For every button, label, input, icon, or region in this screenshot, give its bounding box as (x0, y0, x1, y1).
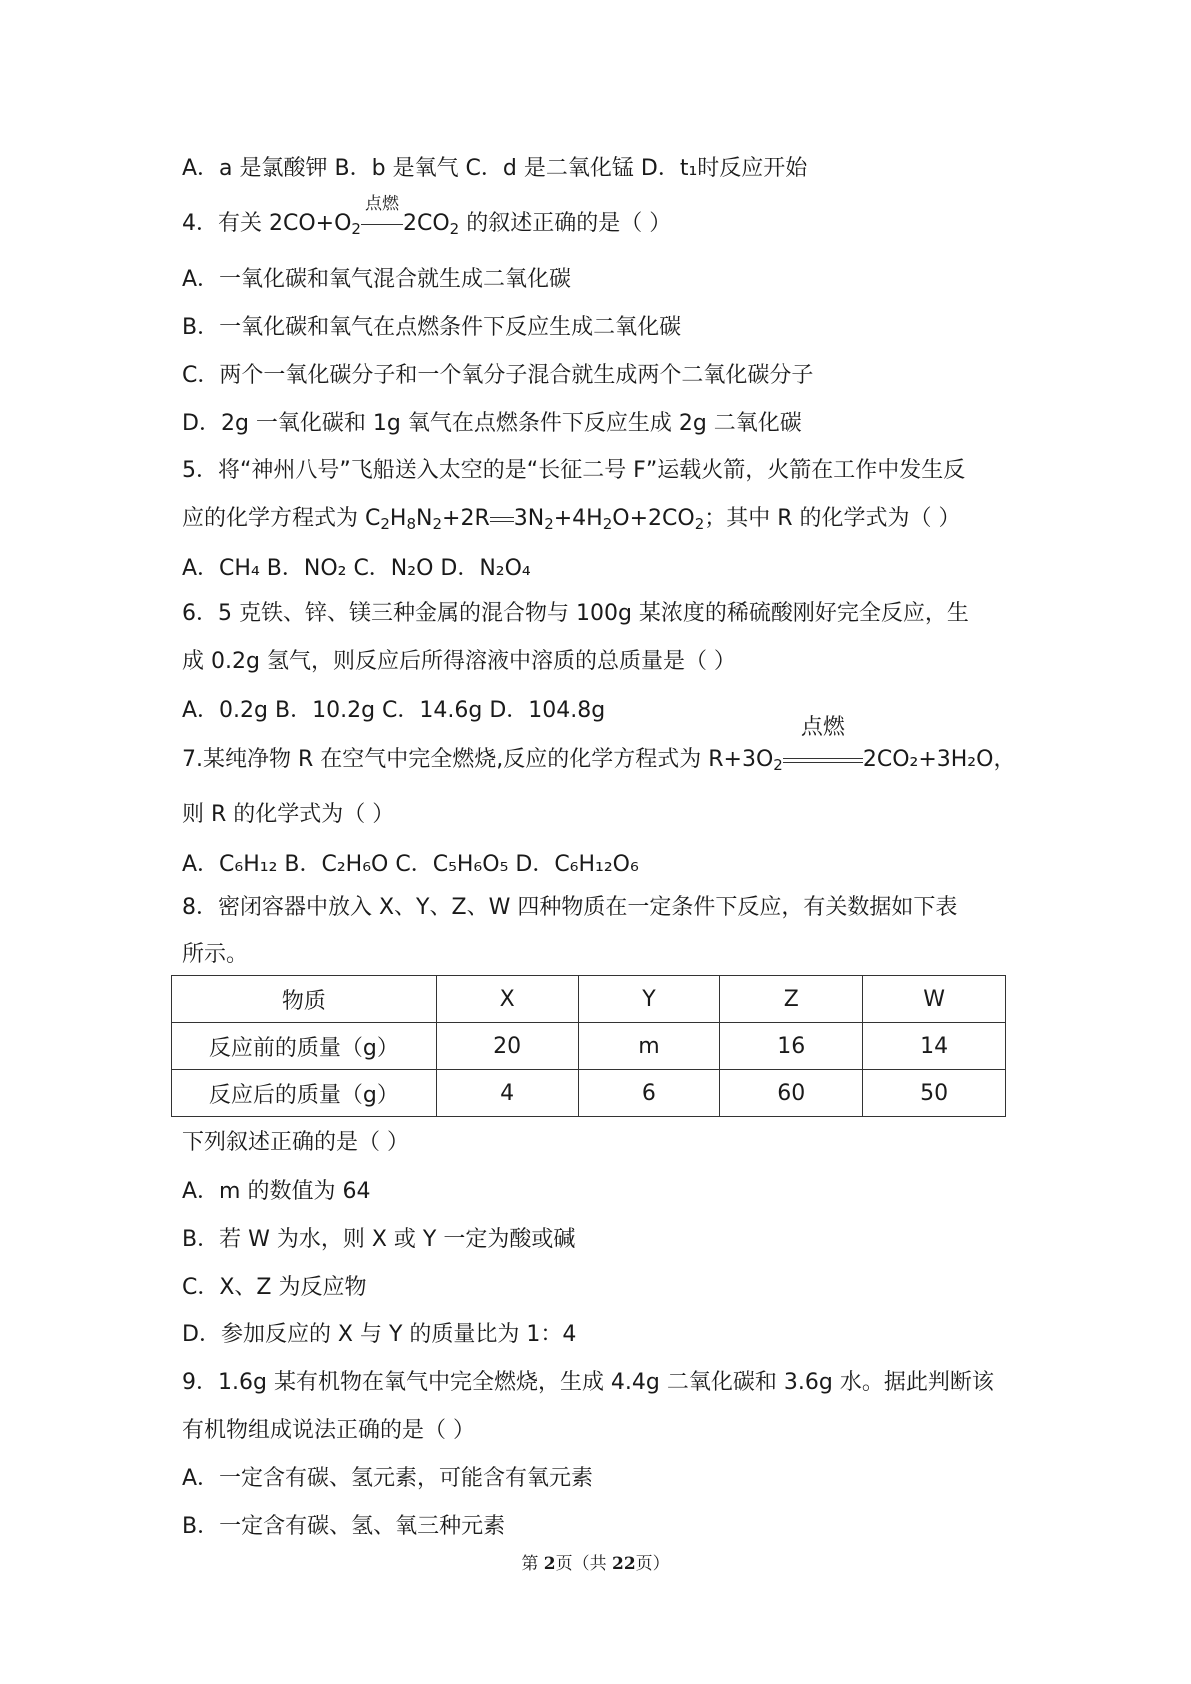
q4-stem-post: 的叙述正确的是（ ） (459, 211, 672, 236)
table-cell: 60 (720, 1070, 863, 1117)
table-cell: 14 (863, 1023, 1006, 1070)
q8-line1: 8．密闭容器中放入 X、Y、Z、W 四种物质在一定条件下反应，有关数据如下表 (182, 895, 958, 920)
q3-options: A．a 是氯酸钾 B．b 是氧气 C．d 是二氧化锰 D．t₁时反应开始 (182, 156, 808, 181)
q7-line1: 7.某纯净物 R 在空气中完全燃烧,反应的化学方程式为 $R+3O_2$ 点燃 2CO₂+3H₂O， (182, 715, 1016, 774)
q8-option-d: D．参加反应的 X 与 Y 的质量比为 1：4 (182, 1322, 577, 1347)
q4-co2-sub: 2 (449, 220, 460, 238)
table-cell: m (578, 1023, 720, 1070)
footer-page-number: 2 (543, 1554, 556, 1574)
table-cell: 反应前的质量（g） (172, 1023, 437, 1070)
q6-line1: 6．5 克铁、锌、镁三种金属的混合物与 100g 某浓度的稀硫酸刚好完全反应，生 (182, 601, 969, 626)
q4-condition-label: 点燃 (364, 194, 399, 214)
q9-option-b: B．一定含有碳、氢、氧三种元素 (182, 1514, 506, 1539)
q5-line2-pre: 应的化学方程式为 C (182, 506, 381, 531)
q8-option-c: C．X、Z 为反应物 (182, 1275, 367, 1300)
footer-mid: 页（共 (555, 1554, 612, 1574)
q9-option-a: A．一定含有碳、氢元素，可能含有氧元素 (182, 1466, 594, 1491)
table-row (172, 1023, 1006, 1070)
q9-line2: 有机物组成说法正确的是（ ） (182, 1418, 475, 1443)
table-cell: 6 (578, 1070, 720, 1117)
q5-line1: 5．将“神州八号”飞船送入太空的是“长征二号 F”运载火箭，火箭在工作中发生反 (182, 458, 966, 483)
q4-stem-pre: 4．有关 2CO+O (182, 211, 352, 236)
table-cell: Y (578, 976, 720, 1023)
q7-condition-arrow (783, 715, 863, 775)
q6-options: A．0.2g B．10.2g C．14.6g D．104.8g (182, 698, 606, 723)
q5-line2-rest: ；其中 R 的化学式为（ ） (704, 506, 961, 531)
q4-stem (182, 194, 672, 239)
q4-o2-sub: 2 (351, 220, 361, 238)
footer-pre: 第 (521, 1554, 544, 1574)
q7-line1-post: 2CO₂+3H₂O， (862, 747, 1016, 772)
table-cell: 16 (720, 1023, 863, 1070)
q4-option-c: C．两个一氧化碳分子和一个氧分子混合就生成两个二氧化碳分子 (182, 363, 814, 388)
q9-line1: 9．1.6g 某有机物在氧气中完全燃烧，生成 4.4g 二氧化碳和 3.6g 水。据此判断该 (182, 1370, 994, 1395)
table-cell: 反应后的质量（g） (172, 1070, 437, 1117)
table-header-row (172, 976, 1006, 1023)
table-cell: 4 (436, 1070, 578, 1117)
table-cell: Z (720, 976, 863, 1023)
q5-options: A．CH₄ B．NO₂ C．N₂O D．N₂O₄ (182, 556, 531, 581)
page-footer (0, 1549, 1191, 1574)
footer-total-pages: 22 (611, 1554, 636, 1574)
table-cell: 20 (436, 1023, 578, 1070)
q6-line2: 成 0.2g 氢气，则反应后所得溶液中溶质的总质量是（ ） (182, 649, 736, 674)
q4-option-a: A．一氧化碳和氧气混合就生成二氧化碳 (182, 267, 572, 292)
table-cell: 物质 (172, 976, 437, 1023)
table-cell: 50 (863, 1070, 1006, 1117)
q4-option-b: B．一氧化碳和氧气在点燃条件下反应生成二氧化碳 (182, 315, 682, 340)
table-cell: W (863, 976, 1006, 1023)
q7-options: A．C₆H₁₂ B．C₂H₆O C．C₅H₆O₅ D．C₆H₁₂O₆ (182, 852, 639, 877)
q5-line2: 应的化学方程式为 $C_2H_8N_2+2R$ $3N_2+4H_2O+2CO_2$；其中 R 的化学式为（ ） (182, 506, 961, 533)
q8-option-a: A．m 的数值为 64 (182, 1179, 371, 1204)
table-cell: X (436, 976, 578, 1023)
q8-after-table: 下列叙述正确的是（ ） (182, 1130, 409, 1155)
footer-post: 页） (635, 1554, 670, 1574)
q8-line2: 所示。 (182, 942, 249, 967)
q7-line2: 则 R 的化学式为（ ） (182, 802, 395, 827)
q8-data-table (171, 975, 1006, 1117)
q7-condition-label: 点燃 (800, 715, 845, 740)
q4-stem-co2: 2CO (402, 211, 450, 236)
q4-option-d: D．2g 一氧化碳和 1g 氧气在点燃条件下反应生成 2g 二氧化碳 (182, 411, 802, 436)
q8-option-b: B．若 W 为水，则 X 或 Y 一定为酸或碱 (182, 1227, 576, 1252)
q7-line1-pre: 7.某纯净物 R 在空气中完全燃烧,反应的化学方程式为 R+3O (182, 747, 774, 772)
q4-condition-arrow (361, 194, 403, 239)
table-row (172, 1070, 1006, 1117)
